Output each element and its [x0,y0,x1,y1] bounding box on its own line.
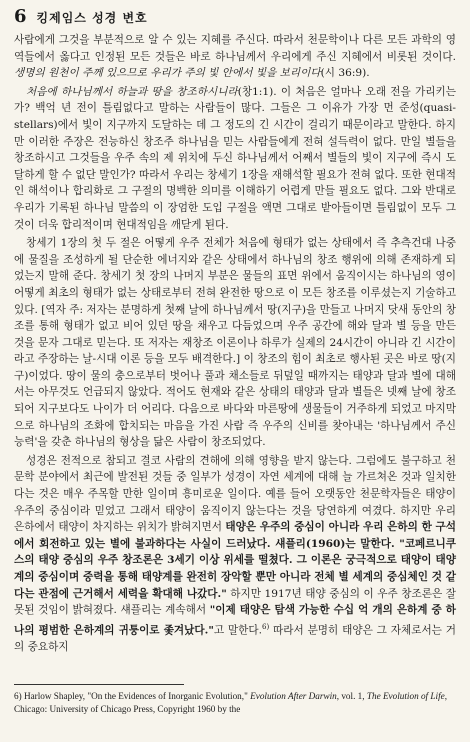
footnote-divider [14,684,184,685]
p4-bold-quote: "이제 태양은 탐색 가능한 수십 억 개의 은하계 중 하나의 평범한 은하계의 귀퉁이로 좇겨났다." [14,604,456,637]
p3-quoted-phrase: '하나님께서 주신 능력' [14,419,456,449]
footnote-marker: 6) [262,622,270,631]
p2-text: (창1:1). 이 처음은 얼마나 오래 전을 가리키는가? 백억 년 전이 틀림없다고 말하는 사람들이 많다. 그들은 그 이유가 가장 먼 준성(quasi-stellars)에서 빛이 지구까지 도달하는 데 그 정도의 긴 시간이 걸리기 때문이라고 말한다. 하지만 이러한 주장은 전능하신 창조주 하나님을 믿는 사람들에게 전혀 설득력이 없다. 만일 별들을 창조하시고 그것들을 우주 속의 제 위치에 두신 하나님께서 어째서 별들의 빛이 지구에 즉시 도달하게 할 수 없단 말인가? 따라서 우리는 창세기 1장을 재해석할 필요가 전혀 없다. 또한 현대적인 해석이나 합리화로 그 구절의 명백한 의미를 이해하기 어렵게 만들 필요도 없다. 그와 반대로 우리가 기록된 하나님 말씀의 이 장엄한 도입 구절을 액면 그대로 받아들이면 틀림없이 모두 그것이 더욱 합리적이며 현대적임을 깨닫게 된다. [14,85,457,231]
p1-scripture-quote: 생명의 원천이 주께 있으므로 우리가 주의 빛 안에서 빛을 보리이다 [14,67,321,80]
paragraph-2 [14,84,456,233]
footnote-book-title: Evolution After Darwin [250,691,337,701]
p4-text-mid: 하지만 1917년 태양 중심의 이 우주 창조론은 잘못된 것임이 밝혀졌다. 섀플리는 계속해서 [14,587,456,617]
paragraph-1 [14,32,456,82]
footnote-volume-title: The Evolution of Life [366,691,445,701]
p4-text-said: 고 말한다. [213,624,262,637]
footnote-author: 6) Harlow Shapley, "On the Evidences of Inorganic Evolution," [14,691,251,701]
p3-text: 창세기 1장의 첫 두 절은 어떻게 우주 전체가 처음에 형태가 없는 상태에서 즉 추측건대 나중에 물질을 조성하게 될 단순한 에너지와 같은 상태에서 하나님의 창조 행위에 의해 존재하게 되었는지 말해 준다. 창세기 첫 장의 나머지 부분은 물들의 표면 위에서 움직이시는 하나님의 영이 어떻게 최초의 형태가 없는 상태로부터 전혀 완전한 땅으로 이 모든 창조를 이루셨는지 기술하고 있다. [역자 주: 저자는 분명하게 첫째 날에 하나님께서 땅(지구)을 만들고 나머지 닷새 동안의 창조를 통해 형태가 없고 비어 있던 땅을 채우고 다듬었으며 우주 공간에 해와 달과 별 등을 만든 것을 문자 그대로 믿는다. 또 저자는 재창조 이론이나 하루가 실제의 24시간이 아니라 긴 시간이라고 주장하는 날-시대 이론 등을 모두 배격한다.] 이 창조의 힘이 최초로 행사된 곳은 바로 땅(지구)이었다. 땅이 물의 충으로부터 벗어나 풀과 채소들로 뒤덮일 때까지는 태양과 달과 별에 대해서는 아무것도 언급되지 않았다. 적어도 현재와 같은 상태의 태양과 달과 별들은 넷째 날에 창조되어 지구보다도 나이가 더 어리다. 다음으로 바다와 마른땅에 생물들이 거주하게 되었고 마지막으로 하나님의 조화에 합치되는 마음을 가진 사람 즉 우주의 신비를 찾아내는 [14,237,456,432]
p1-reference: (시 36:9). [320,67,370,80]
p4-text: 성경은 전적으로 참되고 결코 사람의 견해에 의해 영향을 받지 않는다. 그럼에도 불구하고 천문학 분야에서 최근에 발전된 것들 중 일부가 성경이 자연 세계에 대해 늘 가르쳐온 것과 일치한다는 것은 매우 주목할 만한 일이며 흥미로운 일이다. 예를 들어 오랫동안 천문학자들은 태양이 우주의 중심이라 믿었고 그래서 태양이 움직이지 않는다는 것을 당연하게 여겼다. 하지만 우리 은하에서 태양이 차지하는 위치가 밝혀지면서 [14,454,456,534]
p4-text-end: 따라서 분명히 태양은 그 자체로서는 거의 중요하지 [14,624,456,653]
p3-text-end: 을 갖춘 하나님의 형상을 닮은 사람이 창조되었다. [37,436,266,449]
footnote [14,690,456,716]
p4-bold-text: 태양은 우주의 중심이 아니라 우리 은하의 한 구석에서 회전하고 있는 별에 불과하다는 사실이 드러났다. 섀플리(1960)는 말한다. "코페르니쿠스의 태양 중심의 우주 창조론은 3세기 이상 위세를 떨쳤다. 그 이론은 궁극적으로 태양이 태양계의 중심이며 중력을 통해 태양계를 완전히 장악할 뿐만 아니라 전체 별 세계의 중심체인 것 같다는 관점에 근거해서 세력을 확대해 나갔다." [14,521,456,600]
paragraph-3 [14,235,456,451]
footnote-volume: , vol. 1, [336,691,367,701]
footnote-publisher: , Chicago: University of Chicago Press, Copyright 1960 by the [14,691,447,714]
p1-text: 사람에게 그것을 부분적으로 알 수 있는 지혜를 주신다. 따라서 천문학이나 다른 모든 과학의 영역들에서 옳다고 인정된 모든 것들은 바로 하나님께서 우리에게 주신 지혜에서 비롯된 것이다. [14,34,456,63]
p2-genesis-quote: 처음에 하나님께서 하늘과 땅을 창조하시니라 [26,85,238,98]
paragraph-4 [14,453,456,656]
running-header [14,6,456,32]
page-number: 6 [14,6,27,27]
running-title: 킹제임스 성경 변호 [36,11,148,25]
